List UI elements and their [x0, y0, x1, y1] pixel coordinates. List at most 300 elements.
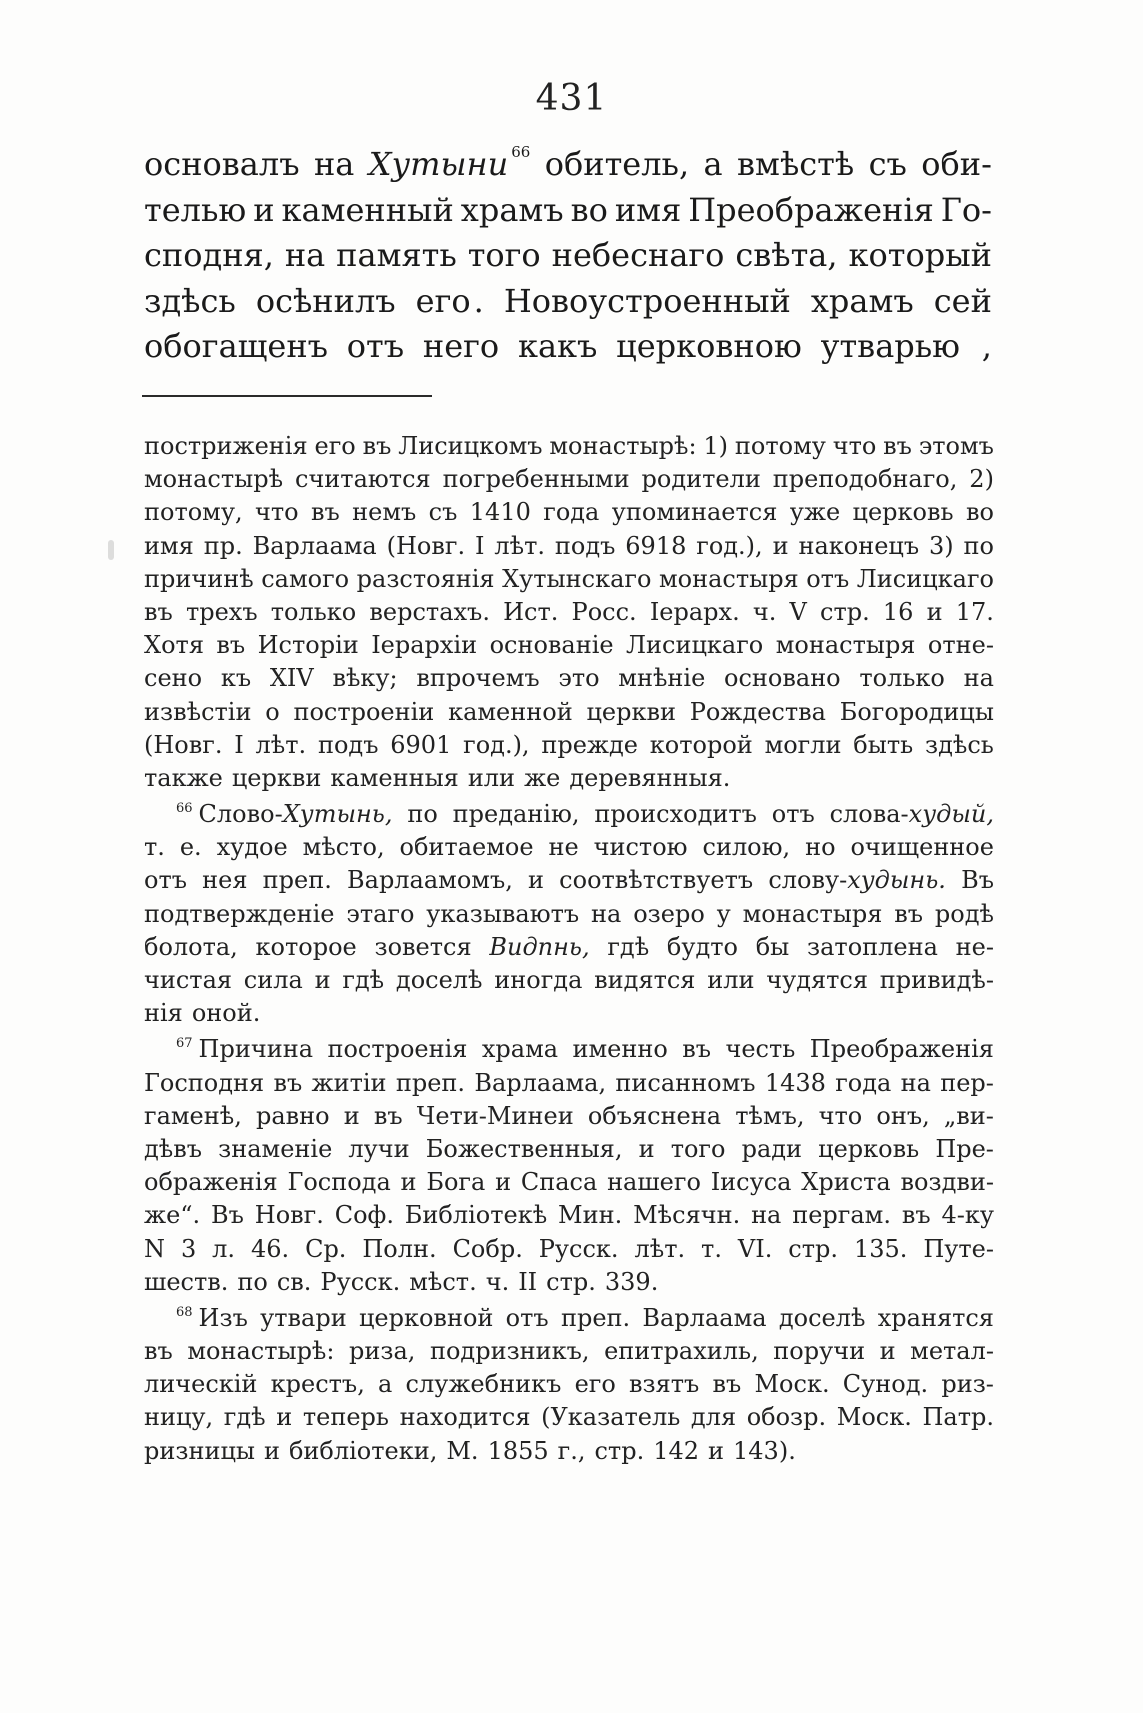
footnote-word: только: [859, 664, 945, 693]
footnote-word: въ: [894, 899, 924, 928]
footnote-word: ради: [741, 1134, 803, 1163]
main-word: и: [253, 190, 275, 229]
footnote-word: шеств.: [144, 1267, 229, 1296]
footnote-word: Богородицы: [839, 697, 994, 726]
footnote-word: привидѣ-: [879, 966, 994, 994]
footnote-word: 1): [703, 432, 729, 460]
footnote-line: [144, 1335, 994, 1368]
footnote-word: считаются: [295, 465, 431, 494]
footnote-word: лическій: [144, 1370, 258, 1399]
footnote-word: и: [638, 1134, 655, 1163]
footnote-word: 1438: [764, 1068, 826, 1097]
footnote-word: и: [772, 531, 789, 560]
footnote-word: Собр.: [452, 1234, 523, 1263]
footnote-word: мнѣніе: [618, 664, 706, 693]
footnote-word: и: [343, 1101, 360, 1130]
footnote-word: 143).: [733, 1436, 796, 1465]
footnote-line: [144, 430, 994, 463]
footnote-word: его: [574, 1370, 616, 1399]
main-word: обогащенъ: [144, 327, 329, 365]
footnote-word: слова-худый,: [829, 800, 994, 829]
footnote-word: ницу,: [144, 1403, 214, 1432]
footnote-word: видятся: [594, 966, 696, 994]
footnote-word: равно: [255, 1101, 330, 1130]
footnote-line: [144, 729, 994, 762]
footnote-word: слову-худынь.: [768, 866, 946, 895]
footnote-word: чистая: [144, 966, 233, 994]
footnote-word: Варлаамомъ,: [347, 866, 513, 895]
italic-term: Видпнь,: [489, 932, 590, 961]
main-word: каменный: [281, 190, 454, 229]
footnote-word: сено: [144, 664, 203, 693]
main-word: память: [336, 236, 457, 274]
footnote-mark: 68: [176, 1304, 193, 1320]
footnote-word: 6901: [390, 730, 452, 759]
main-line: [144, 188, 992, 234]
main-word: утварью: [820, 327, 961, 365]
footnote-word: этомъ: [918, 432, 994, 460]
main-line: [144, 142, 992, 188]
main-word: него: [422, 327, 500, 365]
footnote-line: [144, 496, 994, 529]
footnote-word: г.,: [557, 1436, 586, 1465]
footnote-word: отъ: [505, 1303, 549, 1332]
footnote-word: что: [818, 1101, 863, 1130]
footnote-word: мѣст.: [409, 1267, 477, 1296]
footnote-word: Хутынскаго: [502, 564, 652, 593]
main-word: сподня,: [144, 236, 274, 274]
footnote-word: что: [254, 498, 299, 527]
footnote-word: Моск.: [836, 1403, 912, 1432]
footnote-word: Хотя: [144, 631, 204, 660]
footnote-divider: [142, 395, 432, 397]
footnote-word: VI.: [737, 1234, 773, 1263]
footnote-continuation: [144, 430, 994, 795]
footnote-word: зовется: [374, 932, 472, 961]
footnote-word: деревянныя.: [569, 763, 731, 792]
main-word-italic: [369, 142, 531, 188]
footnote-word: находится: [399, 1403, 531, 1432]
main-word: оби-: [921, 145, 992, 183]
footnote-word: отъ: [771, 800, 815, 829]
footnote-word: 135.: [853, 1234, 908, 1263]
footnote-word: церкви: [586, 697, 676, 726]
footnote-word: Пре-: [935, 1134, 994, 1163]
footnote-word: только: [270, 597, 357, 626]
footnote-word: каменныя: [330, 763, 459, 792]
footnote-word: преп.: [560, 1303, 631, 1332]
footnote-word: подтвержденіе: [144, 899, 335, 928]
footnote-word: честь: [725, 1035, 796, 1064]
footnote-word: Исторіи: [257, 631, 359, 660]
footnote-word: М.: [446, 1436, 479, 1465]
footnote-line: [144, 530, 994, 563]
footnote-mark: 66: [176, 801, 193, 817]
footnote-word: церковной: [358, 1303, 494, 1332]
footnote-word: монастыря: [742, 899, 883, 928]
footnote-word: N: [144, 1234, 165, 1263]
footnote-word: монастырѣ: [144, 465, 284, 494]
footnote-word: лѣт.: [494, 531, 545, 560]
footnote-word: въ: [883, 432, 912, 460]
footnote-word: обозр.: [746, 1403, 827, 1432]
main-word: на: [284, 236, 326, 274]
footnote-word: [489, 931, 589, 964]
footnote-word: о: [265, 697, 280, 726]
main-word: сей: [933, 281, 992, 320]
page-number: 431: [535, 78, 608, 119]
footnote-word: и: [400, 1168, 417, 1197]
footnote-line: [144, 864, 994, 897]
footnote-word: отъ: [806, 564, 850, 593]
italic-term: Хутынь,: [282, 800, 393, 829]
footnote-word: стр.: [546, 1267, 596, 1296]
footnote-word: вѣку;: [332, 664, 398, 693]
footnote-word: I: [234, 730, 244, 759]
footnote-word: $^{67}$ Причина: [176, 1035, 314, 1064]
footnote-word: того: [670, 1134, 726, 1163]
footnote-word: XIV: [269, 664, 314, 693]
footnote-line: [144, 1100, 994, 1133]
footnote-word: библіотеки,: [288, 1436, 438, 1465]
footnote-word: наконецъ: [798, 531, 920, 560]
footnote-word: I: [475, 531, 485, 560]
footnote-word: 1410: [469, 498, 531, 527]
footnote-word: Росс.: [571, 597, 637, 626]
footnote-word: храма: [481, 1035, 559, 1064]
footnote-word: преп.: [395, 1068, 466, 1097]
main-word: храмъ: [460, 190, 564, 229]
footnote-word: лѣт.: [255, 730, 307, 759]
footnote-word: въ: [310, 498, 340, 527]
footnote-word: пер-: [940, 1068, 994, 1097]
main-word: храмъ: [810, 281, 914, 320]
footnote-word: Варлаама: [642, 1303, 767, 1332]
footnote-word: церкви: [231, 763, 322, 792]
footnote-word: т.: [144, 833, 165, 862]
footnote-word: потому,: [144, 498, 243, 527]
footnote-word: церковь: [852, 498, 954, 527]
footnote-word: разстоянія: [356, 564, 495, 593]
footnote-word: Сунод.: [842, 1370, 929, 1399]
footnote-word: Рождества: [689, 697, 826, 726]
footnote-word: не-: [955, 932, 994, 961]
footnote-word: происходитъ: [594, 800, 757, 829]
footnote-word: и: [708, 1436, 725, 1465]
footnote-word: стр.: [820, 597, 870, 626]
footnote-word: бы: [755, 932, 790, 961]
footnote-line: [144, 831, 994, 864]
footnote-word: Спаса: [520, 1168, 598, 1197]
footnote-line: [144, 1199, 994, 1232]
footnote-word: пергам.: [792, 1201, 891, 1230]
footnote-word: уже: [789, 498, 841, 527]
footnote-word: самого: [261, 564, 350, 593]
footnote-word: нія: [144, 999, 183, 1028]
main-word: на: [313, 145, 355, 183]
footnote-mark: 67: [176, 1036, 193, 1052]
footnote-word: год.),: [463, 730, 530, 759]
footnote-word: на: [591, 899, 622, 928]
footnote-word: Варлаама,: [474, 1068, 607, 1097]
footnote-word: въ: [373, 1101, 403, 1130]
footnote-word: Іисуса: [710, 1168, 792, 1197]
main-line: [144, 233, 992, 279]
footnote-word: т.: [701, 1234, 722, 1263]
main-word: церковною: [616, 327, 802, 365]
footnote-word: „ви-: [943, 1101, 994, 1130]
footnote-word: 1855: [487, 1436, 549, 1465]
footnote-word: писанномъ: [615, 1068, 756, 1097]
footnote-word: 339.: [604, 1267, 659, 1296]
footnote-line: [144, 662, 994, 695]
footnote-word: монастыря: [775, 631, 916, 660]
footnote-word: обитаемое: [399, 833, 534, 862]
footnote-word: Варлаама: [252, 531, 377, 560]
footnote-word: теперь: [302, 1403, 389, 1432]
footnote-word: Божественныя,: [425, 1134, 623, 1163]
footnote-word: 6918: [625, 531, 687, 560]
footnote-word: Іерарх.: [649, 597, 740, 626]
footnote-line: [144, 898, 994, 931]
footnote-word: (Указатель: [541, 1403, 681, 1432]
footnote-word: доселѣ: [395, 966, 483, 994]
footnote-67: [144, 1033, 994, 1299]
footnote-word: года: [543, 498, 600, 527]
footnote-word: Мин.: [558, 1201, 623, 1230]
main-word: основалъ: [144, 145, 300, 183]
footnote-word: на: [751, 1201, 782, 1230]
footnote-line: [144, 1033, 994, 1066]
footnote-word: на: [900, 1068, 931, 1097]
place-name: Хутыни: [368, 145, 509, 183]
footnote-word: же“.: [144, 1201, 201, 1230]
footnote-word: съ: [428, 498, 458, 527]
footnote-word: Христа: [801, 1168, 891, 1197]
footnote-word: Русск.: [538, 1234, 619, 1263]
main-text: [144, 142, 992, 370]
footnote-word: служебникъ: [405, 1370, 562, 1399]
footnote-word: преданію,: [452, 800, 580, 829]
footnote-word: не: [548, 833, 579, 862]
footnote-word: также: [144, 763, 223, 792]
footnote-word: Преображенія: [809, 1035, 994, 1064]
footnote-word: епитрахиль,: [604, 1337, 759, 1366]
footnote-word: и: [314, 966, 331, 994]
footnote-word: Чети-Минеи: [416, 1101, 574, 1130]
footnote-word: Мѣсячн.: [633, 1201, 741, 1230]
footnote-line: [144, 1368, 994, 1401]
footnote-66: [144, 798, 994, 1030]
footnote-word: упоминается: [611, 498, 778, 527]
footnote-word: что: [832, 432, 877, 460]
main-word: отъ: [346, 327, 405, 365]
footnote-word: же: [524, 763, 561, 792]
footnote-word: объяснена: [587, 1101, 722, 1130]
footnote-line: [144, 798, 994, 831]
footnote-word: Въ: [211, 1201, 244, 1230]
footnote-word: въ: [362, 432, 392, 460]
footnote-word: Новг.: [254, 1201, 324, 1230]
main-word: здѣсь: [144, 281, 236, 320]
footnote-word: прежде: [541, 730, 638, 759]
footnote-word: каменной: [448, 697, 573, 726]
footnote-line: [144, 1133, 994, 1166]
footnote-word: извѣстіи: [144, 697, 252, 726]
footnote-word: здѣсь: [925, 730, 994, 759]
footnote-line: [144, 563, 994, 596]
footnote-word: очищенное: [850, 833, 994, 862]
footnote-word: силою,: [702, 833, 791, 862]
main-word: Го-: [940, 190, 992, 229]
footnote-word: церковь: [818, 1134, 920, 1163]
footnote-word: тѣмъ,: [735, 1101, 805, 1130]
footnote-word: 142: [653, 1436, 700, 1465]
footnote-word: соотвѣтствуетъ: [559, 866, 754, 895]
main-word: свѣта,: [735, 236, 838, 274]
footnote-word: $^{66}$ Слово-Хутынь,: [176, 800, 393, 829]
footnote-word: Моск.: [754, 1370, 830, 1399]
footnote-word: 46.: [250, 1234, 290, 1263]
footnote-word: V: [789, 597, 807, 626]
footnote-word: и: [263, 1436, 280, 1465]
footnote-word: Путе-: [923, 1234, 994, 1263]
footnote-word: Ср.: [305, 1234, 347, 1263]
page-stain: [108, 540, 114, 560]
footnote-word: Библіотекѣ: [404, 1201, 548, 1230]
footnote-word: основано: [724, 664, 841, 693]
footnote-line: [144, 1302, 994, 1335]
footnote-word: лучи: [348, 1134, 410, 1163]
footnote-word: ображенія: [144, 1168, 278, 1197]
footnote-word: построенія: [327, 1035, 468, 1064]
main-word: имя: [614, 190, 682, 229]
footnote-word: риз-: [941, 1370, 994, 1399]
footnote-word: потому: [734, 432, 826, 460]
footnote-line: [144, 1166, 994, 1199]
footnote-word: это: [558, 664, 600, 693]
footnote-word: Лисицкаго: [856, 564, 994, 593]
footnote-word: стр.: [594, 1436, 645, 1465]
footnote-word: 4-ку: [941, 1201, 994, 1230]
main-word: того: [467, 236, 541, 274]
footnote-word: въ: [901, 1201, 931, 1230]
footnote-word: года: [835, 1068, 892, 1097]
footnote-word: монастыря: [658, 564, 799, 593]
footnote-word: Господня: [144, 1068, 265, 1097]
footnote-word: год.),: [696, 531, 763, 560]
footnote-word: будто: [666, 932, 738, 961]
footnote-word: II: [518, 1267, 538, 1296]
footnote-word: Патр.: [922, 1403, 994, 1432]
footnote-word: поручи: [773, 1337, 866, 1366]
footnote-word: этаго: [346, 899, 415, 928]
footnote-word: сила: [243, 966, 303, 994]
footnote-word: Іерархіи: [371, 631, 478, 660]
footnote-word: монастырѣ:: [187, 1337, 335, 1366]
footnote-word: по: [407, 800, 438, 829]
italic-term: худый,: [908, 800, 994, 829]
footnote-word: во: [965, 498, 994, 527]
footnote-word: и: [276, 1403, 293, 1432]
footnote-word: мѣсто,: [302, 833, 385, 862]
footnote-word: и: [528, 866, 545, 895]
footnote-word: 3): [929, 531, 954, 560]
footnote-word: гдѣ: [342, 966, 385, 994]
footnote-word: отъ: [144, 866, 187, 895]
footnotes: [144, 430, 994, 1468]
footnote-word: житіи: [311, 1068, 387, 1097]
footnote-word: чудятся: [766, 966, 868, 994]
footnote-word: пр.: [203, 531, 243, 560]
footnote-word: риза,: [349, 1337, 416, 1366]
footnote-word: стр.: [788, 1234, 838, 1263]
footnote-word: погребенными: [442, 465, 630, 494]
main-word: телью: [144, 190, 247, 229]
footnote-line: [144, 1266, 994, 1299]
footnote-word: затоплена: [807, 932, 938, 961]
footnote-word: преподобнаго,: [772, 465, 958, 494]
main-word: Преображенія: [688, 190, 934, 229]
footnote-word: немъ: [352, 498, 417, 527]
footnote-word: построеніи: [293, 697, 435, 726]
footnote-word: е.: [179, 833, 202, 862]
footnote-word: верстахъ.: [369, 597, 490, 626]
footnote-word: хранятся: [877, 1303, 994, 1332]
footnote-word: быть: [853, 730, 914, 759]
footnote-word: могли: [764, 730, 842, 759]
footnote-word: иногда: [494, 966, 583, 994]
footnote-word: св.: [276, 1267, 312, 1296]
footnote-word: по: [237, 1267, 268, 1296]
footnote-word: основаніе: [489, 631, 614, 660]
footnote-word: Полн.: [362, 1234, 437, 1263]
footnote-word: (Новг.: [386, 531, 466, 560]
footnote-word: болота,: [144, 932, 238, 961]
footnote-word: озеро: [633, 899, 705, 928]
footnote-word: гдѣ: [607, 932, 650, 961]
footnote-word: подризникъ,: [429, 1337, 590, 1366]
italic-term: худынь.: [847, 866, 946, 895]
footnote-word: по: [963, 531, 994, 560]
footnote-word: Русск.: [320, 1267, 401, 1296]
footnote-word: 3: [180, 1234, 197, 1263]
footnote-word: и: [879, 1337, 896, 1366]
footnote-word: метал-: [910, 1337, 994, 1366]
footnote-word: или: [467, 763, 516, 792]
footnote-line: [144, 997, 994, 1030]
footnote-word: Господа: [287, 1168, 391, 1197]
footnote-line: [144, 1067, 994, 1100]
footnote-word: и: [495, 1168, 512, 1197]
footnote-word: крестъ,: [270, 1370, 365, 1399]
main-word: обитель,: [544, 145, 690, 183]
main-word: ,: [981, 327, 992, 365]
footnote-word: которой: [649, 730, 753, 759]
footnote-word: именно: [572, 1035, 668, 1064]
footnote-word: отне-: [927, 631, 994, 660]
main-word: а: [703, 145, 723, 183]
footnote-word: ч.: [485, 1267, 510, 1296]
footnote-word: и: [926, 597, 943, 626]
footnote-word: взятъ: [629, 1370, 700, 1399]
footnote-word: 2): [969, 465, 994, 494]
footnote-word: его: [314, 432, 356, 460]
main-word: съ: [868, 145, 907, 183]
footnote-word: утвари: [260, 1303, 347, 1332]
main-word: Новоустроенный: [503, 281, 791, 320]
footnote-word: которое: [255, 932, 357, 961]
